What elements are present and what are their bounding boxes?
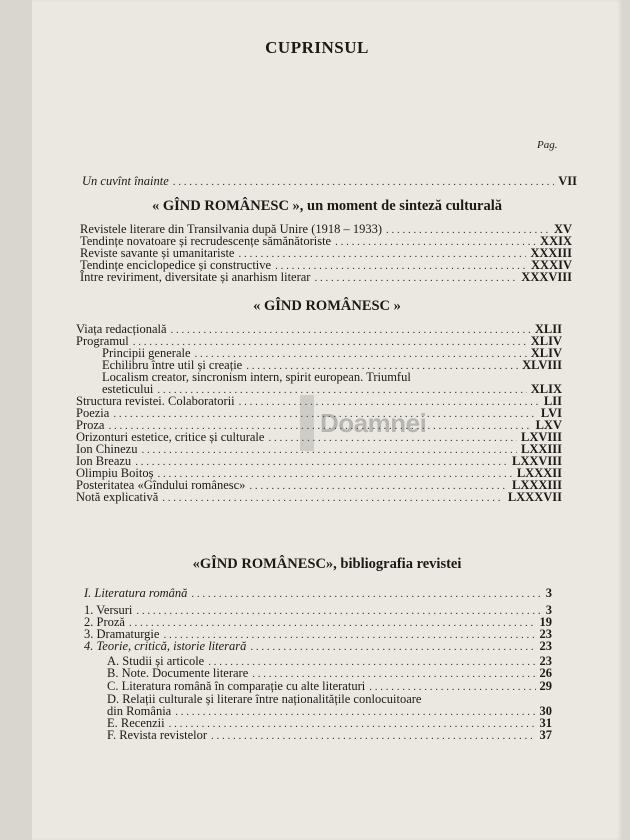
toc-entry-label: din România (107, 704, 172, 718)
toc-entry-label: Notă explicativă (76, 490, 159, 504)
toc-entry-label: Olimpiu Boitoș (76, 466, 154, 480)
toc-entry-page: 23 (539, 639, 552, 653)
toc-entry-label: I. Literatura română (84, 586, 188, 600)
toc-entry-page: XLIX (530, 382, 562, 396)
toc-entry-page: 23 (539, 627, 552, 641)
toc-entry-page: 19 (539, 615, 552, 629)
toc-entry-label: Reviste savante și umanitariste (80, 246, 235, 260)
toc-entry-intro (82, 175, 577, 188)
toc-entry-page: XXIX (540, 234, 572, 248)
toc-entry-label: Ion Breazu (76, 454, 132, 468)
toc-entry-label: A. Studii și articole (107, 654, 205, 668)
toc-entry-label: Viața redacțională (76, 322, 167, 336)
toc-entry-page: LVI (540, 406, 562, 420)
toc-entry-page: LXVIII (521, 430, 562, 444)
toc-entry-page: 29 (539, 679, 552, 693)
toc-entry-page: XXXVIII (521, 270, 572, 284)
toc-entry-label: E. Recenzii (107, 716, 165, 730)
toc-entry (76, 491, 562, 504)
toc-entry-label: Localism creator, sincronism intern, spirit european. Triumful (102, 370, 411, 384)
toc-entry-label: Proza (76, 418, 105, 432)
page-column-label: Pag. (537, 139, 558, 151)
toc-entry-page: XXXIV (531, 258, 572, 272)
toc-entry-page: 31 (539, 716, 552, 730)
toc-entry-label: Echilibru între util și creație (102, 358, 243, 372)
toc-entry-page: XXXIII (530, 246, 572, 260)
toc-entry-label: Programul (76, 334, 129, 348)
leader-dots (162, 492, 504, 505)
leader-dots (314, 272, 517, 285)
page-title: CUPRINSUL (265, 38, 369, 57)
toc-entry-page: VII (558, 174, 577, 188)
toc-entry-page: XLIV (530, 334, 562, 348)
toc-entry-page: 23 (539, 654, 552, 668)
toc-entry-label: 4. Teorie, critică, istorie literară (84, 639, 247, 653)
toc-entry-page: XV (553, 222, 572, 236)
toc-entry-page: XLIV (530, 346, 562, 360)
toc-entry (84, 640, 552, 653)
toc-entry (80, 271, 572, 284)
toc-entry-page: LII (543, 394, 562, 408)
toc-entry-label: Structura revistei. Colaboratorii (76, 394, 235, 408)
toc-entry-label: Orizonturi estetice, critice și culturale (76, 430, 265, 444)
toc-entry-page: 37 (539, 728, 552, 742)
toc-entry-label: Un cuvînt înainte (82, 174, 169, 188)
toc-entry (84, 587, 552, 600)
toc-entry-label: C. Literatura română în comparație cu alte literaturi (107, 679, 366, 693)
toc-entry-page: LXV (535, 418, 562, 432)
toc-entry-label: F. Revista revistelor (107, 728, 208, 742)
toc-entry-page: XLII (534, 322, 562, 336)
toc-entry-page: LXXVIII (511, 454, 562, 468)
toc-entry-label: esteticului (102, 382, 154, 396)
section-heading-2: « GÎND ROMÂNESC » (253, 298, 401, 314)
toc-entry-label: 3. Dramaturgie (84, 627, 160, 641)
toc-entry (107, 729, 552, 742)
toc-entry-label: Între reviriment, diversitate și anarhism literar (80, 270, 311, 284)
toc-entry-label: Posteritatea «Gîndului românesc» (76, 478, 246, 492)
toc-entry-label: Ion Chinezu (76, 442, 138, 456)
toc-entry-label: Tendințe novatoare și recrudescențe sămănătoriste (80, 234, 332, 248)
toc-entry-page: 26 (539, 666, 552, 680)
section-heading-3: «GÎND ROMÂNESC», bibliografia revistei (192, 556, 462, 572)
toc-entry-label: B. Note. Documente literare (107, 666, 249, 680)
leader-dots (191, 588, 541, 601)
leader-dots (250, 641, 535, 654)
watermark: Doamnei (300, 395, 460, 451)
toc-entry-label: Poezia (76, 406, 110, 420)
toc-entry-label: 2. Proză (84, 615, 125, 629)
toc-entry-page: 30 (539, 704, 552, 718)
toc-entry-page: LXXXII (516, 466, 562, 480)
toc-entry-label: Tendințe enciclopedice și constructive (80, 258, 272, 272)
toc-entry-label: D. Relații culturale și literare între naționalitățile conlocuitoare (107, 692, 422, 706)
book-page (32, 0, 622, 840)
section-heading-1: « GÎND ROMÂNESC », un moment de sinteză culturală (151, 198, 502, 214)
toc-entry-label: Revistele literare din Transilvania după Unire (1918 – 1933) (80, 222, 383, 236)
leader-dots (173, 176, 554, 189)
toc-entry-page: LXXXIII (511, 478, 562, 492)
toc-entry-label: Principii generale (102, 346, 191, 360)
toc-entry-page: LXXXVII (507, 490, 562, 504)
leader-dots (211, 730, 535, 743)
toc-entry-page: LXXIII (521, 442, 562, 456)
toc-entry-page: 3 (545, 603, 552, 617)
toc-entry-page: XLVIII (522, 358, 562, 372)
toc-entry-page: 3 (545, 586, 552, 600)
toc-entry-label: 1. Versuri (84, 603, 133, 617)
